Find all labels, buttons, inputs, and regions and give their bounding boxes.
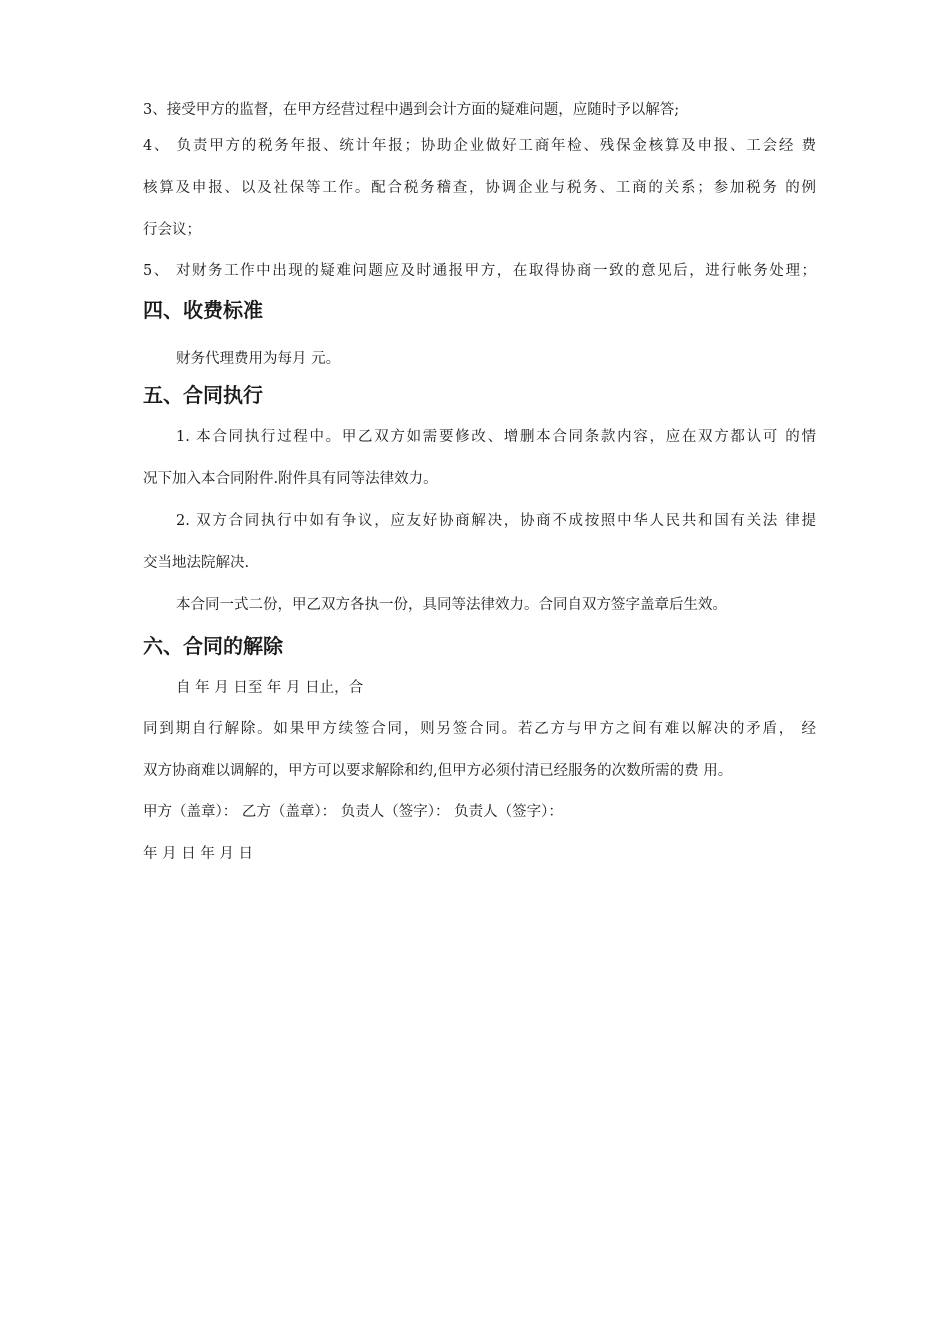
termination-line-3: 双方协商难以调解的，甲方可以要求解除和约,但甲方必须付清已经服务的次数所需的费 用。 bbox=[143, 763, 733, 779]
signature-dates: 年 月 日 年 月 日 bbox=[143, 846, 254, 862]
termination-period: 自 年 月 日至 年 月 日止，合 bbox=[176, 680, 364, 696]
termination-line-2: 同到期自行解除。如果甲方续签合同，则另签合同。若乙方与甲方之间有难以解决的矛盾， 经 bbox=[143, 721, 816, 737]
clause-2-line-2: 交当地法院解决. bbox=[143, 555, 250, 571]
copies-text: 本合同一式二份，甲乙双方各执一份，具同等法律效力。合同自双方签字盖章后生效。 bbox=[176, 597, 727, 613]
section-4-title: 四、收费标准 bbox=[143, 298, 263, 322]
item-3: 3、接受甲方的监督，在甲方经营过程中遇到会计方面的疑难问题，应随时予以解答; bbox=[143, 102, 680, 118]
clause-2-line-1: 2. 双方合同执行中如有争议，应友好协商解决，协商不成按照中华人民共和国有关法 律提 bbox=[176, 513, 816, 529]
clause-1-line-2: 况下加入本合同附件.附件具有同等法律效力。 bbox=[143, 471, 438, 487]
item-4-line-2: 核算及申报、以及社保等工作。配合税务稽查，协调企业与税务、工商的关系；参加税务 的例 bbox=[143, 180, 816, 196]
section-6-title: 六、合同的解除 bbox=[143, 634, 283, 658]
item-5: 5、 对财务工作中出现的疑难问题应及时通报甲方，在取得协商一致的意见后，进行帐务处理； bbox=[143, 263, 816, 279]
clause-1-line-1: 1. 本合同执行过程中。甲乙双方如需要修改、增删本合同条款内容，应在双方都认可 的情 bbox=[176, 429, 816, 445]
section-5-title: 五、合同执行 bbox=[143, 383, 263, 407]
item-4-line-1: 4、 负责甲方的税务年报、统计年报；协助企业做好工商年检、残保金核算及申报、工会经 费 bbox=[143, 138, 816, 154]
item-4-line-3: 行会议； bbox=[143, 222, 201, 238]
signature-parties: 甲方（盖章）： 乙方（盖章）： 负责人（签字）： 负责人（签字）： bbox=[143, 804, 563, 820]
fee-text: 财务代理费用为每月 元。 bbox=[176, 351, 341, 367]
